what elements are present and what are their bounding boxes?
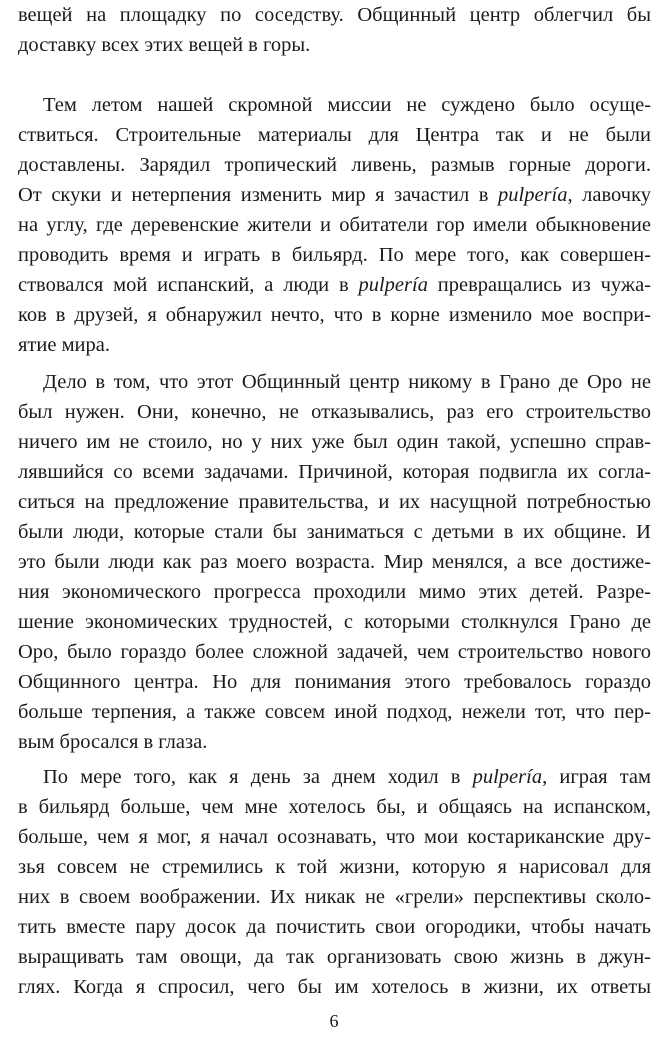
italic-term: pulpería (358, 274, 428, 296)
text-line: ния экономического прогресса проходили мимо этих детей. Разре- (18, 581, 651, 603)
text-line: Оро, было гораздо более сложной задачей, чем строительство нового (18, 641, 651, 663)
text-line: в бильярд больше, чем мне хотелось бы, и общаясь на испанском, (18, 796, 651, 818)
text-line: ствовался мой испанский, а люди в pulpería превращались из чужа- (18, 274, 651, 296)
text-line: шение экономических трудностей, с которыми столкнулся Грано де (18, 611, 651, 633)
text-line: выращивать там овощи, да так организовать свою жизнь в джун- (18, 946, 651, 968)
text-line: ков в друзей, я обнаружил нечто, что в корне изменило мое воспри- (18, 304, 651, 326)
text-line: Дело в том, что этот Общинный центр никому в Грано де Оро не (43, 371, 651, 393)
text-line: больше терпения, а также совсем иной подход, нежели тот, что пер- (18, 701, 651, 723)
text-line: доставлены. Зарядил тропический ливень, размыв горные дороги. (18, 154, 651, 176)
text-line: зья совсем не стремились к той жизни, которую я нарисовал для (18, 856, 651, 878)
text-line: больше, чем я мог, я начал осознавать, что мои костариканские дру- (18, 826, 651, 848)
italic-term: pulpería (472, 766, 543, 788)
text-line: был нужен. Они, конечно, не отказывались, раз его строительство (18, 401, 651, 423)
text-line: По мере того, как я день за днем ходил в pulpería, играя там (43, 766, 652, 788)
text-line: Общинного центра. Но для понимания этого требовалось гораздо (18, 671, 651, 693)
text-line: были люди, которые стали бы заниматься с детьми в их общине. И (18, 521, 651, 543)
text-line: ситься на предложение правительства, и их насущной потребностью (18, 491, 651, 513)
paragraph-community-center (18, 367, 651, 757)
text-line: ствиться. Строительные материалы для Центра так и не были (18, 124, 651, 146)
text-line: на углу, где деревенские жители и обитатели гор имели обыкновение (18, 214, 651, 236)
text-line: глях. Когда я спросил, чего бы им хотелось в жизни, их ответы (18, 976, 651, 998)
text-line: ничего им не стоило, но у них уже был один такой, успешно справ- (18, 431, 651, 453)
text-line: проводить время и играть в бильярд. По мере того, как совершен- (18, 244, 651, 266)
text-line: лявшийся со всеми задачами. Причиной, которая подвигла их согла- (18, 461, 651, 483)
text-line: Тем летом нашей скромной миссии не суждено было осуще- (43, 94, 651, 116)
text-line: вым бросался в глаза. (18, 731, 208, 753)
text-line: это были люди как раз моего возраста. Мир менялся, а все достиже- (18, 551, 651, 573)
paragraph-continuation (18, 0, 651, 60)
text-line: вещей на площадку по соседству. Общинный центр облегчил бы (18, 4, 651, 26)
paragraph-pulperia-visits (18, 762, 651, 1002)
text-line: тить вместе пару досок да почистить свои огородики, чтобы начать (18, 916, 651, 938)
text-line: доставку всех этих вещей в горы. (18, 34, 311, 56)
text-line: них в своем воображении. Их никак не «грели» перспективы сколо- (18, 886, 651, 908)
text-line: ятие мира. (18, 334, 110, 356)
page-number: 6 (329, 1011, 339, 1031)
paragraph-summer-mission (18, 90, 651, 360)
italic-term: pulpería (498, 184, 568, 206)
text-line: От скуки и нетерпения изменить мир я зачастил в pulpería, лавочку (18, 184, 651, 206)
